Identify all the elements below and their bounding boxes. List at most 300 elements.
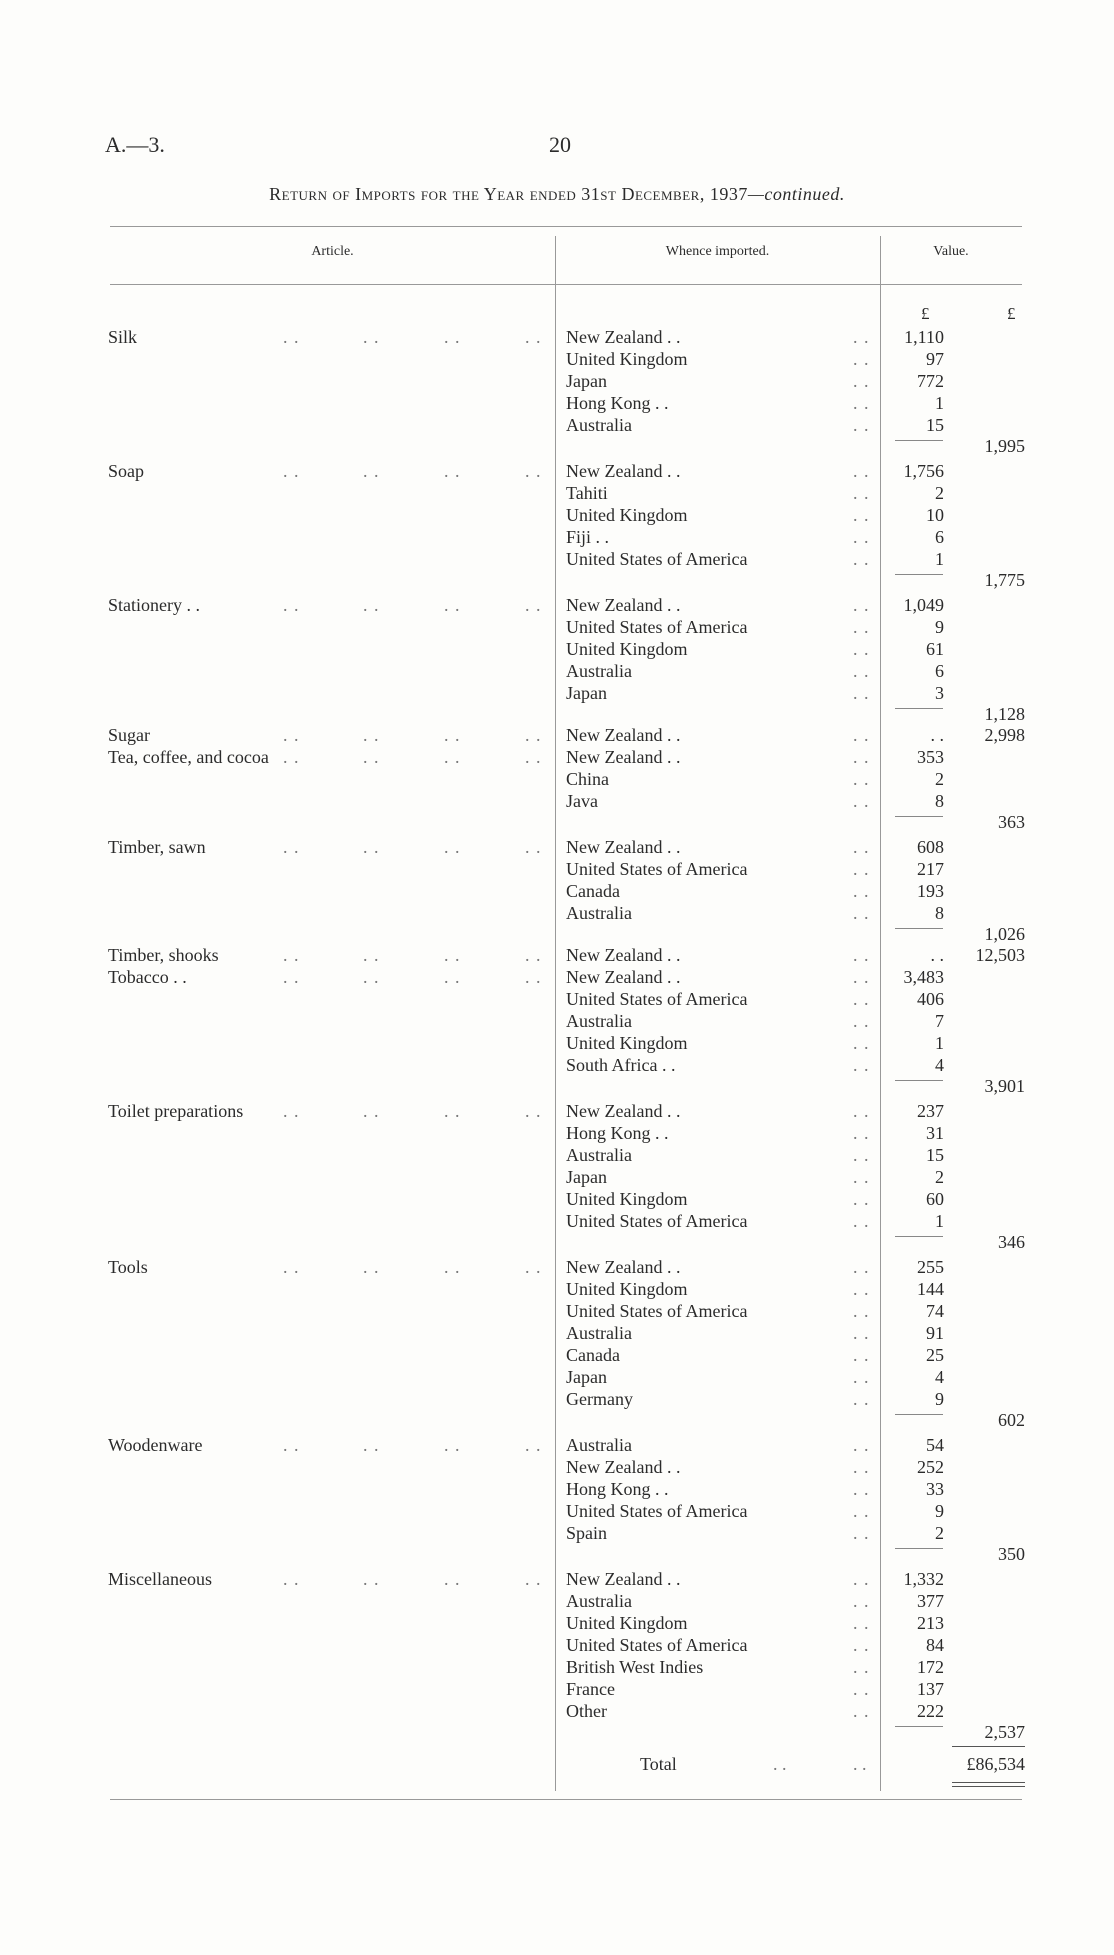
leader-dots: . .	[525, 945, 542, 965]
subtotal-row	[0, 703, 1114, 725]
section-total: 2,998	[984, 725, 1025, 745]
import-value: 61	[926, 639, 944, 659]
table-row	[0, 1256, 1114, 1278]
leader-dots: . .	[444, 725, 461, 745]
import-value: 97	[926, 349, 944, 369]
leader-dots: . .	[853, 415, 870, 435]
leader-dots: . .	[853, 769, 870, 789]
leader-dots: . .	[283, 945, 300, 965]
country-name: United States of America	[566, 1635, 748, 1655]
country-name: United States of America	[566, 1211, 748, 1231]
import-value: 7	[935, 1011, 944, 1031]
article-name: Tools	[108, 1257, 148, 1277]
import-value: 213	[917, 1613, 944, 1633]
page-title	[0, 184, 1114, 205]
import-value: 9	[935, 1389, 944, 1409]
import-value: 33	[926, 1479, 944, 1499]
subtotal-row	[0, 1409, 1114, 1431]
leader-dots: . .	[853, 483, 870, 503]
leader-dots: . .	[283, 327, 300, 347]
country-name: South Africa . .	[566, 1055, 676, 1075]
import-value: 2	[935, 1167, 944, 1187]
import-value: 406	[917, 989, 944, 1009]
grand-total: £86,534	[966, 1754, 1025, 1774]
import-value: 54	[926, 1435, 944, 1455]
country-name: New Zealand . .	[566, 725, 681, 745]
import-value: 172	[917, 1657, 944, 1677]
import-value: 31	[926, 1123, 944, 1143]
leader-dots: . .	[853, 617, 870, 637]
table-row	[0, 1456, 1114, 1478]
leader-dots: . .	[283, 461, 300, 481]
leader-dots: . .	[853, 393, 870, 413]
page-ref: A.—3.	[105, 132, 165, 157]
section-total: 346	[998, 1232, 1025, 1252]
leader-dots: . .	[853, 903, 870, 923]
leader-dots: . .	[525, 461, 542, 481]
leader-dots: . .	[853, 1679, 870, 1699]
leader-dots: . .	[444, 747, 461, 767]
table-row	[0, 1144, 1114, 1166]
table-row	[0, 370, 1114, 392]
total-leader-1: . .	[773, 1754, 787, 1774]
leader-dots: . .	[853, 1569, 870, 1589]
leader-dots: . .	[363, 327, 380, 347]
table-row	[0, 1478, 1114, 1500]
import-value: 6	[935, 527, 944, 547]
import-value: 137	[917, 1679, 944, 1699]
leader-dots: . .	[853, 1501, 870, 1521]
leader-dots: . .	[525, 1569, 542, 1589]
import-value: 237	[917, 1101, 944, 1121]
table-row	[0, 1210, 1114, 1232]
import-value: 6	[935, 661, 944, 681]
import-value: 8	[935, 791, 944, 811]
table-row	[0, 790, 1114, 812]
country-name: Java	[566, 791, 598, 811]
import-value: 84	[926, 1635, 944, 1655]
article-name: Soap	[108, 461, 144, 481]
table-row	[0, 1612, 1114, 1634]
table-row	[0, 1590, 1114, 1612]
leader-dots: . .	[853, 881, 870, 901]
table-row	[0, 768, 1114, 790]
leader-dots: . .	[853, 837, 870, 857]
leader-dots: . .	[363, 1435, 380, 1455]
country-name: Australia	[566, 1435, 632, 1455]
leader-dots: . .	[283, 837, 300, 857]
table-row	[0, 1322, 1114, 1344]
import-value: 60	[926, 1189, 944, 1209]
leader-dots: . .	[444, 1257, 461, 1277]
country-name: Australia	[566, 903, 632, 923]
leader-dots: . .	[853, 967, 870, 987]
leader-dots: . .	[853, 461, 870, 481]
title-text: Return of Imports for the Year ended 31st December, 1937	[269, 184, 748, 204]
country-name: United Kingdom	[566, 1033, 688, 1053]
pound-sign-totals: £	[1007, 304, 1016, 323]
subtotal-row	[0, 1543, 1114, 1565]
country-name: Australia	[566, 1145, 632, 1165]
import-value: 255	[917, 1257, 944, 1277]
table-row	[0, 682, 1114, 704]
leader-dots: . .	[283, 747, 300, 767]
import-value: 1	[935, 393, 944, 413]
title-suffix: —continued.	[747, 184, 845, 204]
leader-dots: . .	[283, 595, 300, 615]
leader-dots: . .	[853, 595, 870, 615]
import-value: 1	[935, 1033, 944, 1053]
table-row	[0, 504, 1114, 526]
country-name: United States of America	[566, 1301, 748, 1321]
table-row	[0, 966, 1114, 988]
table-row	[0, 1500, 1114, 1522]
import-value: 252	[917, 1457, 944, 1477]
leader-dots: . .	[853, 859, 870, 879]
table-row	[0, 1166, 1114, 1188]
leader-dots: . .	[853, 1523, 870, 1543]
column-header-article: Article.	[311, 244, 354, 259]
leader-dots: . .	[363, 747, 380, 767]
header-bottom-rule	[110, 284, 1022, 285]
leader-dots: . .	[363, 837, 380, 857]
import-value: 1,756	[903, 461, 944, 481]
import-value: 10	[926, 505, 944, 525]
total-leader-2: . .	[853, 1754, 867, 1774]
import-value: 9	[935, 617, 944, 637]
grand-total-double-rule	[952, 1786, 1025, 1787]
leader-dots: . .	[853, 1389, 870, 1409]
section-total: 1,128	[984, 704, 1025, 724]
leader-dots: . .	[363, 461, 380, 481]
leader-dots: . .	[853, 1167, 870, 1187]
import-value: 2	[935, 483, 944, 503]
grand-total-rule	[952, 1746, 1025, 1747]
country-name: New Zealand . .	[566, 747, 681, 767]
country-name: Japan	[566, 1367, 607, 1387]
country-name: Spain	[566, 1523, 608, 1543]
leader-dots: . .	[853, 527, 870, 547]
leader-dots: . .	[853, 349, 870, 369]
country-name: China	[566, 769, 609, 789]
import-value: 74	[926, 1301, 944, 1321]
leader-dots: . .	[853, 1055, 870, 1075]
leader-dots: . .	[853, 1457, 870, 1477]
page-number: 20	[549, 132, 571, 157]
table-row	[0, 746, 1114, 768]
country-name: United Kingdom	[566, 505, 688, 525]
table-row	[0, 326, 1114, 348]
country-name: United Kingdom	[566, 349, 688, 369]
leader-dots: . .	[525, 837, 542, 857]
table-row	[0, 392, 1114, 414]
leader-dots: . .	[853, 639, 870, 659]
subtotal-row	[0, 811, 1114, 833]
subtotal-row	[0, 1075, 1114, 1097]
table-row	[0, 482, 1114, 504]
country-name: New Zealand . .	[566, 1457, 681, 1477]
country-name: United States of America	[566, 617, 748, 637]
import-value: 25	[926, 1345, 944, 1365]
leader-dots: . .	[283, 1257, 300, 1277]
section-total: 2,537	[984, 1722, 1025, 1742]
leader-dots: . .	[444, 837, 461, 857]
leader-dots: . .	[283, 1569, 300, 1589]
leader-dots: . .	[283, 1435, 300, 1455]
import-value: 193	[917, 881, 944, 901]
import-value: 1	[935, 549, 944, 569]
table-row	[0, 548, 1114, 570]
table-row	[0, 1700, 1114, 1722]
table-row	[0, 1366, 1114, 1388]
article-name: Stationery . .	[108, 595, 200, 615]
leader-dots: . .	[853, 1123, 870, 1143]
table-row	[0, 836, 1114, 858]
country-name: Canada	[566, 1345, 620, 1365]
subtotal-row	[0, 435, 1114, 457]
leader-dots: . .	[283, 1101, 300, 1121]
import-value: . .	[930, 725, 944, 745]
table-row	[0, 1010, 1114, 1032]
leader-dots: . .	[853, 1101, 870, 1121]
leader-dots: . .	[525, 1257, 542, 1277]
country-name: New Zealand . .	[566, 967, 681, 987]
import-value: 377	[917, 1591, 944, 1611]
import-value: 772	[917, 371, 944, 391]
country-name: New Zealand . .	[566, 1101, 681, 1121]
country-name: Australia	[566, 1591, 632, 1611]
leader-dots: . .	[363, 1569, 380, 1589]
leader-dots: . .	[853, 661, 870, 681]
import-value: 9	[935, 1501, 944, 1521]
import-value: 4	[935, 1055, 944, 1075]
table-row	[0, 638, 1114, 660]
subtotal-row	[0, 923, 1114, 945]
country-name: New Zealand . .	[566, 1257, 681, 1277]
country-name: New Zealand . .	[566, 945, 681, 965]
table-row	[0, 1634, 1114, 1656]
import-value: 1,110	[904, 327, 944, 347]
total-label: Total	[640, 1754, 677, 1774]
country-name: Fiji . .	[566, 527, 610, 547]
table-row	[0, 594, 1114, 616]
country-name: United States of America	[566, 989, 748, 1009]
leader-dots: . .	[363, 1101, 380, 1121]
import-value: 15	[926, 415, 944, 435]
leader-dots: . .	[444, 1435, 461, 1455]
country-name: New Zealand . .	[566, 327, 681, 347]
table-row	[0, 944, 1114, 966]
country-name: Hong Kong . .	[566, 1123, 669, 1143]
country-name: Australia	[566, 1323, 632, 1343]
import-value: 217	[917, 859, 944, 879]
leader-dots: . .	[363, 967, 380, 987]
leader-dots: . .	[444, 461, 461, 481]
leader-dots: . .	[853, 1301, 870, 1321]
country-name: United States of America	[566, 1501, 748, 1521]
country-name: Tahiti	[566, 483, 608, 503]
leader-dots: . .	[444, 945, 461, 965]
leader-dots: . .	[853, 1211, 870, 1231]
leader-dots: . .	[853, 505, 870, 525]
section-total: 1,995	[984, 436, 1025, 456]
table-row	[0, 724, 1114, 746]
country-name: Japan	[566, 1167, 607, 1187]
leader-dots: . .	[853, 747, 870, 767]
table-row	[0, 1344, 1114, 1366]
country-name: New Zealand . .	[566, 1569, 681, 1589]
country-name: British West Indies	[566, 1657, 704, 1677]
country-name: United Kingdom	[566, 639, 688, 659]
article-name: Tobacco . .	[108, 967, 187, 987]
import-value: 608	[917, 837, 944, 857]
article-name: Timber, sawn	[108, 837, 206, 857]
country-name: United Kingdom	[566, 1279, 688, 1299]
subtotal-row	[0, 1721, 1114, 1743]
import-value: 2	[935, 769, 944, 789]
country-name: New Zealand . .	[566, 461, 681, 481]
import-value: 1	[935, 1211, 944, 1231]
subtotal-row	[0, 1231, 1114, 1253]
leader-dots: . .	[363, 1257, 380, 1277]
country-name: Hong Kong . .	[566, 393, 669, 413]
leader-dots: . .	[853, 1591, 870, 1611]
article-name: Miscellaneous	[108, 1569, 212, 1589]
country-name: Canada	[566, 881, 620, 901]
table-row	[0, 348, 1114, 370]
table-row	[0, 1522, 1114, 1544]
section-total: 1,026	[984, 924, 1025, 944]
table-row	[0, 1188, 1114, 1210]
grand-total-double-rule	[952, 1782, 1025, 1783]
country-name: Other	[566, 1701, 607, 1721]
leader-dots: . .	[853, 1279, 870, 1299]
country-name: Japan	[566, 371, 607, 391]
country-name: Japan	[566, 683, 607, 703]
leader-dots: . .	[525, 967, 542, 987]
leader-dots: . .	[853, 1257, 870, 1277]
leader-dots: . .	[853, 1345, 870, 1365]
table-row	[0, 1434, 1114, 1456]
table-row	[0, 660, 1114, 682]
country-name: New Zealand . .	[566, 595, 681, 615]
article-name: Woodenware	[108, 1435, 203, 1455]
section-total: 363	[998, 812, 1025, 832]
leader-dots: . .	[525, 747, 542, 767]
table-row	[0, 1388, 1114, 1410]
section-total: 350	[998, 1544, 1025, 1564]
table-row	[0, 858, 1114, 880]
table-row	[0, 526, 1114, 548]
country-name: Hong Kong . .	[566, 1479, 669, 1499]
column-header-value: Value.	[933, 244, 969, 259]
section-total: 3,901	[984, 1076, 1025, 1096]
leader-dots: . .	[525, 595, 542, 615]
table-bottom-rule	[110, 1799, 1022, 1800]
leader-dots: . .	[853, 1701, 870, 1721]
leader-dots: . .	[363, 945, 380, 965]
leader-dots: . .	[444, 1101, 461, 1121]
import-value: 1,049	[903, 595, 944, 615]
leader-dots: . .	[363, 725, 380, 745]
leader-dots: . .	[444, 595, 461, 615]
subtotal-row	[0, 569, 1114, 591]
leader-dots: . .	[444, 967, 461, 987]
leader-dots: . .	[853, 1635, 870, 1655]
import-value: 3	[935, 683, 944, 703]
article-name: Tea, coffee, and cocoa	[108, 747, 269, 767]
leader-dots: . .	[525, 725, 542, 745]
leader-dots: . .	[444, 1569, 461, 1589]
table-row	[0, 1100, 1114, 1122]
table-row	[0, 1678, 1114, 1700]
leader-dots: . .	[853, 725, 870, 745]
leader-dots: . .	[525, 327, 542, 347]
country-name: France	[566, 1679, 615, 1699]
table-row	[0, 1122, 1114, 1144]
table-row	[0, 1054, 1114, 1076]
table-row	[0, 1278, 1114, 1300]
import-value: 222	[917, 1701, 944, 1721]
import-value: . .	[930, 945, 944, 965]
country-name: United Kingdom	[566, 1613, 688, 1633]
column-header-whence: Whence imported.	[665, 244, 770, 259]
table-row	[0, 1568, 1114, 1590]
leader-dots: . .	[283, 967, 300, 987]
import-value: 91	[926, 1323, 944, 1343]
import-value: 2	[935, 1523, 944, 1543]
leader-dots: . .	[853, 1323, 870, 1343]
country-name: New Zealand . .	[566, 837, 681, 857]
import-value: 353	[917, 747, 944, 767]
leader-dots: . .	[853, 327, 870, 347]
leader-dots: . .	[525, 1435, 542, 1455]
leader-dots: . .	[853, 1011, 870, 1031]
pound-sign-values: £	[921, 304, 930, 323]
leader-dots: . .	[853, 1145, 870, 1165]
leader-dots: . .	[525, 1101, 542, 1121]
leader-dots: . .	[853, 989, 870, 1009]
table-top-rule	[110, 226, 1022, 227]
leader-dots: . .	[853, 1479, 870, 1499]
country-name: Australia	[566, 415, 632, 435]
table-row	[0, 988, 1114, 1010]
section-total: 1,775	[984, 570, 1025, 590]
table-row	[0, 1656, 1114, 1678]
section-total: 12,503	[975, 945, 1025, 965]
import-value: 4	[935, 1367, 944, 1387]
country-name: United States of America	[566, 549, 748, 569]
leader-dots: . .	[283, 725, 300, 745]
table-row	[0, 460, 1114, 482]
import-value: 15	[926, 1145, 944, 1165]
leader-dots: . .	[853, 945, 870, 965]
table-row	[0, 414, 1114, 436]
leader-dots: . .	[853, 1435, 870, 1455]
article-name: Timber, shooks	[108, 945, 219, 965]
leader-dots: . .	[853, 1033, 870, 1053]
import-value: 144	[917, 1279, 944, 1299]
country-name: Australia	[566, 1011, 632, 1031]
article-name: Sugar	[108, 725, 150, 745]
import-value: 3,483	[903, 967, 944, 987]
table-row	[0, 1300, 1114, 1322]
import-value: 8	[935, 903, 944, 923]
country-name: United States of America	[566, 859, 748, 879]
leader-dots: . .	[853, 1657, 870, 1677]
table-row	[0, 1032, 1114, 1054]
leader-dots: . .	[363, 595, 380, 615]
